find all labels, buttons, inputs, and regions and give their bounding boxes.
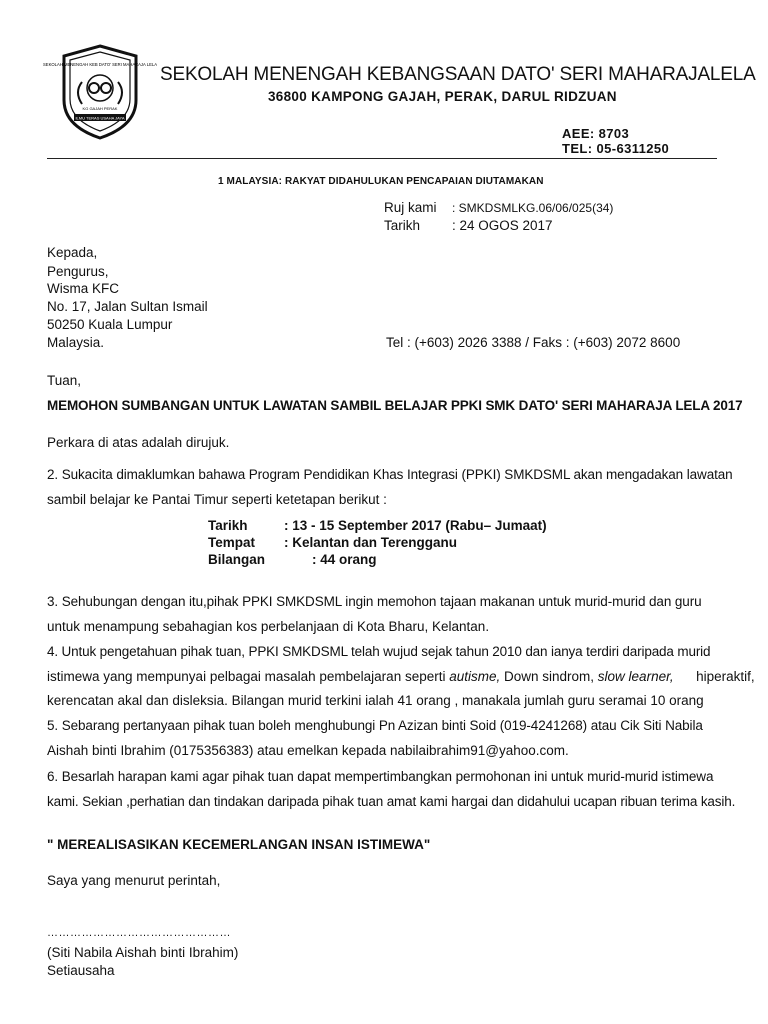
para4-line2-a: istimewa yang mempunyai pelbagai masalah pembelajaran seperti xyxy=(47,669,450,684)
crest-motto: ILMU TERAS USAHA JAYA xyxy=(75,115,125,121)
event-bilangan-label: Bilangan xyxy=(208,552,266,567)
para2-line1: 2. Sukacita dimaklumkan bahawa Program Pendidikan Khas Integrasi (PPKI) SMKDSML akan mengadakan lawatan xyxy=(47,467,733,482)
event-bilangan-value: : 44 orang xyxy=(312,552,377,567)
para4-line2-b: Down sindrom, xyxy=(500,669,598,684)
para3-line1: 3. Sehubungan dengan itu,pihak PPKI SMKDSML ingin memohon tajaan makanan untuk murid-murid dan guru xyxy=(47,594,702,609)
slogan: 1 MALAYSIA: RAKYAT DIDAHULUKAN PENCAPAIAN DIUTAMAKAN xyxy=(218,176,544,187)
tarikh-value: : 24 OGOS 2017 xyxy=(452,218,553,233)
para4-line3: kerencatan akal dan disleksia. Bilangan murid terkini ialah 41 orang , manakala jumlah guru seramai 10 orang xyxy=(47,693,704,708)
signatory-title: Setiausaha xyxy=(47,963,115,978)
signatory-name: (Siti Nabila Aishah binti Ibrahim) xyxy=(47,945,239,960)
school-crest-logo xyxy=(43,44,157,140)
recipient-street: No. 17, Jalan Sultan Ismail xyxy=(47,299,208,314)
crest-place: KG GAJAH PERAK xyxy=(82,106,118,111)
letter-subject: MEMOHON SUMBANGAN UNTUK LAWATAN SAMBIL BELAJAR PPKI SMK DATO' SERI MAHARAJA LELA 2017 xyxy=(47,398,743,413)
school-telephone: TEL: 05-6311250 xyxy=(562,141,670,156)
crest-text-top: SEKOLAH MENENGAH KEB DATO' SERI MAHARAJA LELA xyxy=(43,62,157,67)
para4-line2-c: hiperaktif, xyxy=(673,669,755,684)
ruj-value: : SMKDSMLKG.06/06/025(34) xyxy=(452,201,614,215)
motto: " MEREALISASIKAN KECEMERLANGAN INSAN ISTIMEWA" xyxy=(47,837,431,852)
para4-line1: 4. Untuk pengetahuan pihak tuan, PPKI SMKDSML telah wujud sejak tahun 2010 dan ianya terdiri daripada murid xyxy=(47,644,711,659)
aee-code: AEE: 8703 xyxy=(562,126,630,141)
event-tempat-label: Tempat xyxy=(208,535,256,550)
para6-line2: kami. Sekian ,perhatian dan tindakan daripada pihak tuan amat kami hargai dan didahului ucapan ribuan terima kasih. xyxy=(47,794,736,809)
para2-line2: sambil belajar ke Pantai Timur seperti ketetapan berikut : xyxy=(47,492,387,507)
recipient-company: Wisma KFC xyxy=(47,281,119,296)
recipient-contact: Tel : (+603) 2026 3388 / Faks : (+603) 2072 8600 xyxy=(386,335,681,350)
header-divider xyxy=(47,158,717,159)
closing-line: Saya yang menurut perintah, xyxy=(47,873,221,888)
event-tarikh-value: : 13 - 15 September 2017 (Rabu– Jumaat) xyxy=(284,518,547,533)
kepada: Kepada, xyxy=(47,245,98,260)
recipient-country: Malaysia. xyxy=(47,335,105,350)
school-name: SEKOLAH MENENGAH KEBANGSAAN DATO' SERI MAHARAJALELA xyxy=(160,64,756,85)
event-tempat-value: : Kelantan dan Terengganu xyxy=(284,535,458,550)
intro-line: Perkara di atas adalah dirujuk. xyxy=(47,435,230,450)
recipient-role: Pengurus, xyxy=(47,264,109,279)
para3-line2: untuk menampung sebahagian kos perbelanjaan di Kota Bharu, Kelantan. xyxy=(47,619,490,634)
recipient-city: 50250 Kuala Lumpur xyxy=(47,317,173,332)
para5-line1: 5. Sebarang pertanyaan pihak tuan boleh menghubungi Pn Azizan binti Soid (019-4241268) atau Cik Siti Nabila xyxy=(47,718,703,733)
school-address: 36800 KAMPONG GAJAH, PERAK, DARUL RIDZUAN xyxy=(268,89,617,104)
ruj-label: Ruj kami xyxy=(384,200,437,215)
para4-line2 xyxy=(47,669,755,684)
para6-line1: 6. Besarlah harapan kami agar pihak tuan dapat mempertimbangkan permohonan ini untuk murid-murid istimewa xyxy=(47,769,714,784)
para4-autism: autisme, xyxy=(449,669,501,684)
signature-line: ………………………………………… xyxy=(47,927,231,939)
tarikh-label: Tarikh xyxy=(384,218,421,233)
salutation: Tuan, xyxy=(47,373,82,388)
para4-slow-learner: slow learner, xyxy=(597,669,674,684)
event-tarikh-label: Tarikh xyxy=(208,518,248,533)
para5-line2: Aishah binti Ibrahim (0175356383) atau emelkan kepada nabilaibrahim91@yahoo.com. xyxy=(47,743,569,758)
